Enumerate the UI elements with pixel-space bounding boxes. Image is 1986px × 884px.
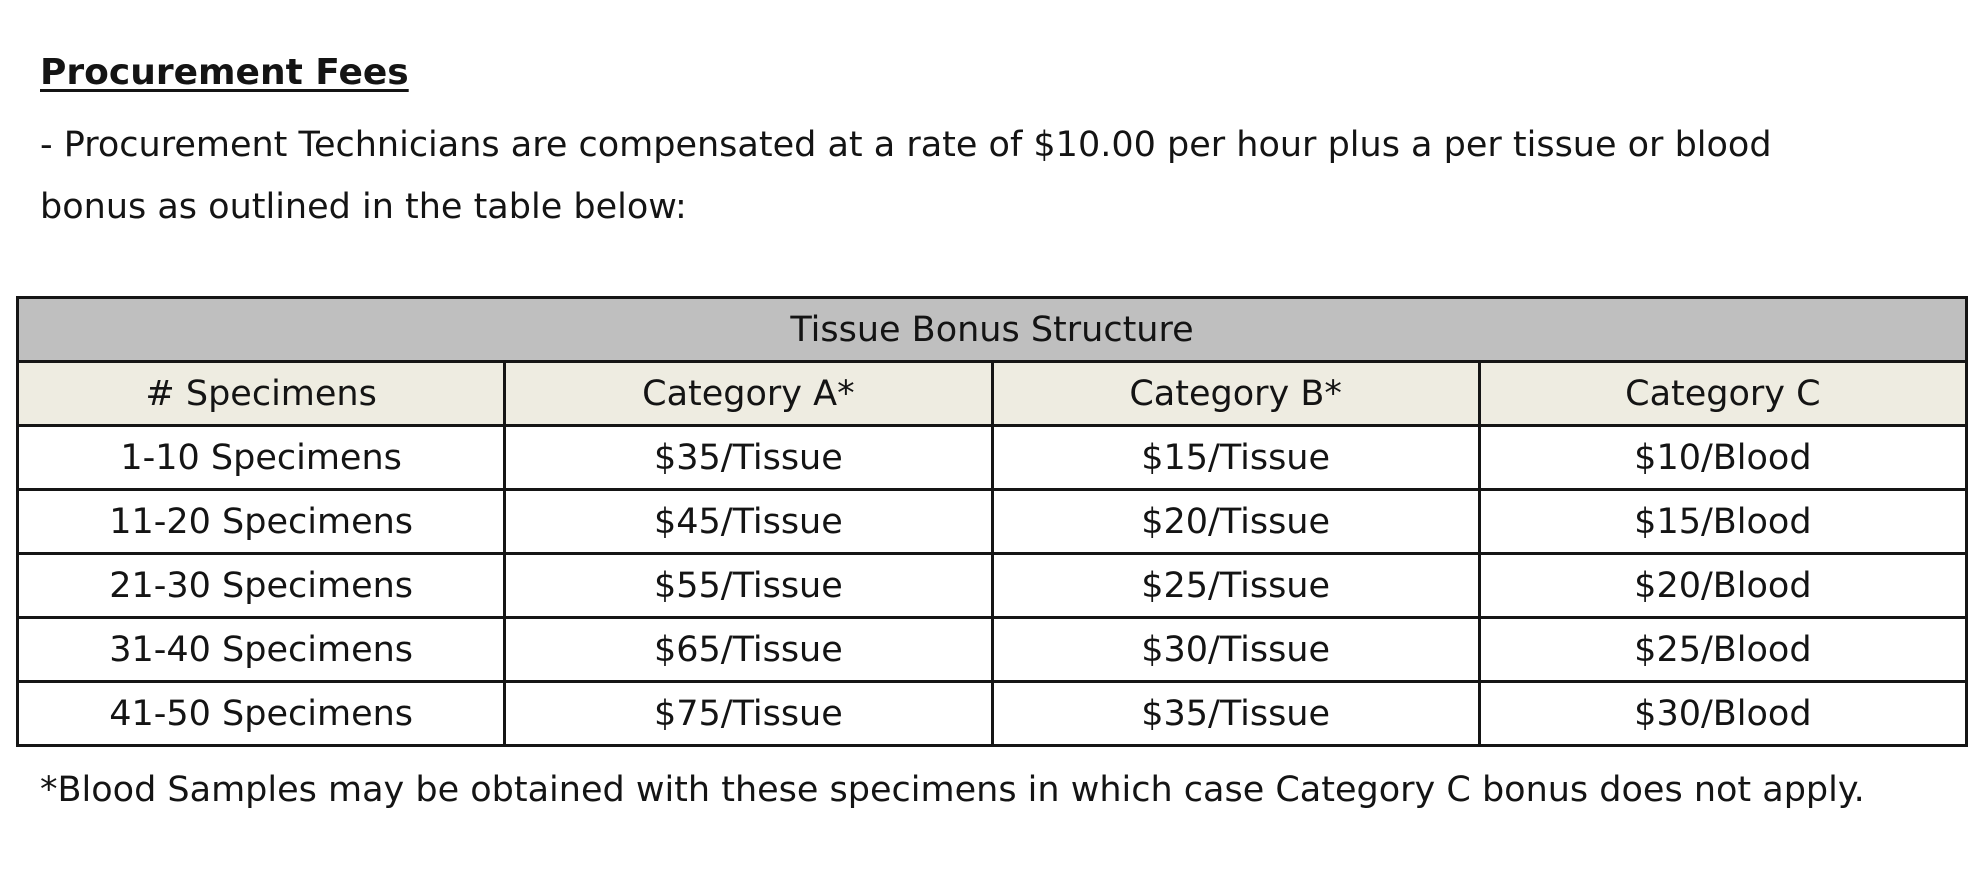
tissue-bonus-table <box>16 296 1968 747</box>
section-heading: Procurement Fees <box>40 52 409 93</box>
table-title-row <box>18 298 1967 362</box>
table-cell: 31-40 Specimens <box>18 618 505 682</box>
table-cell: $20/Blood <box>1479 554 1966 618</box>
table-cell: $20/Tissue <box>992 490 1479 554</box>
intro-line-1: - Procurement Technicians are compensated at a rate of $10.00 per hour plus a per tissue or blood <box>40 125 1772 165</box>
column-header-specimens: # Specimens <box>18 362 505 426</box>
table-cell: $45/Tissue <box>505 490 992 554</box>
table-cell: $55/Tissue <box>505 554 992 618</box>
table-cell: $25/Blood <box>1479 618 1966 682</box>
table-cell: 41-50 Specimens <box>18 682 505 746</box>
table-cell: $15/Tissue <box>992 426 1479 490</box>
table-cell: $75/Tissue <box>505 682 992 746</box>
table-cell: $25/Tissue <box>992 554 1479 618</box>
intro-paragraph <box>40 114 1940 238</box>
intro-line-2: bonus as outlined in the table below: <box>40 187 687 227</box>
table-cell: $15/Blood <box>1479 490 1966 554</box>
table-title: Tissue Bonus Structure <box>18 298 1967 362</box>
table-row <box>18 554 1967 618</box>
footnote: *Blood Samples may be obtained with these specimens in which case Category C bonus does not apply. <box>40 770 1865 810</box>
column-header-category-c: Category C <box>1479 362 1966 426</box>
table-cell: $65/Tissue <box>505 618 992 682</box>
table-cell: 21-30 Specimens <box>18 554 505 618</box>
column-header-category-b: Category B* <box>992 362 1479 426</box>
table-cell: $10/Blood <box>1479 426 1966 490</box>
table-cell: $30/Tissue <box>992 618 1479 682</box>
table-header-row <box>18 362 1967 426</box>
column-header-category-a: Category A* <box>505 362 992 426</box>
table-cell: $30/Blood <box>1479 682 1966 746</box>
table-cell: $35/Tissue <box>505 426 992 490</box>
table-row <box>18 682 1967 746</box>
table-row <box>18 490 1967 554</box>
table-row <box>18 426 1967 490</box>
table-cell: $35/Tissue <box>992 682 1479 746</box>
table-row <box>18 618 1967 682</box>
table-cell: 11-20 Specimens <box>18 490 505 554</box>
table-cell: 1-10 Specimens <box>18 426 505 490</box>
